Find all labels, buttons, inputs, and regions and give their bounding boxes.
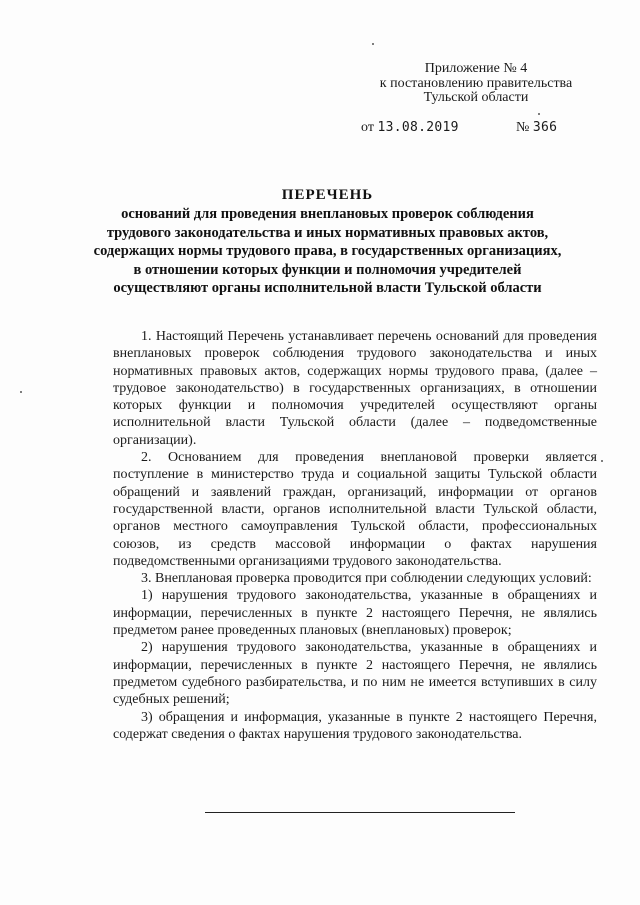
decree-number bbox=[516, 120, 557, 136]
appendix-region: Тульской области bbox=[423, 90, 529, 105]
condition-2: 2) нарушения трудового законодательства, указанные в обращениях и информации, перечисленных в пункте 2 настоящего Перечня, не являлись предметом судебного разбирательства, и по ним не имеется вступивших в силу судебных решений; bbox=[113, 640, 597, 708]
paragraph-1: 1. Настоящий Перечень устанавливает перечень оснований для проведения внеплановых проверок соблюдения трудового законодательства и иных нормативных правовых актов, содержащих нормы трудового права, (далее – трудовое законодательство) в государственных организациях, в отношении которых функции и полномочия учредителей осуществляют органы исполнительной власти Тульской области (далее – подведомственные организации). bbox=[113, 329, 597, 448]
condition-3: 3) обращения и информация, указанные в пункте 2 настоящего Перечня, содержат сведения о фактах нарушения трудового законодательства. bbox=[113, 709, 597, 742]
appendix-reference: к постановлению правительства bbox=[379, 75, 573, 91]
appendix-number: Приложение № 4 bbox=[424, 61, 528, 76]
document-body bbox=[113, 328, 597, 743]
title-subtitle bbox=[60, 205, 595, 298]
decree-date-value: 13.08.2019 bbox=[377, 120, 459, 135]
end-rule bbox=[205, 812, 515, 813]
appendix-header bbox=[360, 62, 592, 106]
decree-number-prefix: № bbox=[516, 120, 530, 135]
scan-speck bbox=[20, 391, 22, 393]
paragraph-2: 2. Основанием для проведения внеплановой проверки является поступление в министерство труда и социальной защиты Тульской области обращений и заявлений граждан, организаций, информации от органов государственной власти, органов исполнительной власти Тульской области, органов местного самоуправления Тульской области, профессиональных союзов, из средств массовой информации о фактах нарушения подведомственными организациями трудового законодательства. bbox=[113, 450, 597, 569]
decree-date-prefix: от bbox=[361, 120, 374, 135]
document-title bbox=[60, 185, 595, 298]
title-line: содержащих нормы трудового права, в государственных организациях, bbox=[93, 243, 562, 259]
decree-date bbox=[361, 120, 459, 136]
scan-speck bbox=[372, 43, 374, 45]
title-line: оснований для проведения внеплановых проверок соблюдения bbox=[121, 206, 534, 222]
title-line: осуществляют органы исполнительной власти Тульской области bbox=[113, 280, 542, 296]
condition-1: 1) нарушения трудового законодательства, указанные в обращениях и информации, перечисленных в пункте 2 настоящего Перечня, не являлись предметом ранее проведенных плановых (внеплановых) проверок; bbox=[113, 588, 597, 639]
paragraph-3: 3. Внеплановая проверка проводится при соблюдении следующих условий: bbox=[141, 571, 592, 587]
scan-speck bbox=[601, 460, 603, 462]
title-main: ПЕРЕЧЕНЬ bbox=[281, 187, 374, 203]
title-line: трудового законодательства и иных нормативных правовых актов, bbox=[106, 224, 549, 241]
scan-speck bbox=[538, 113, 540, 115]
title-line: в отношении которых функции и полномочия учредителей bbox=[133, 261, 522, 278]
decree-number-value: 366 bbox=[532, 120, 558, 135]
